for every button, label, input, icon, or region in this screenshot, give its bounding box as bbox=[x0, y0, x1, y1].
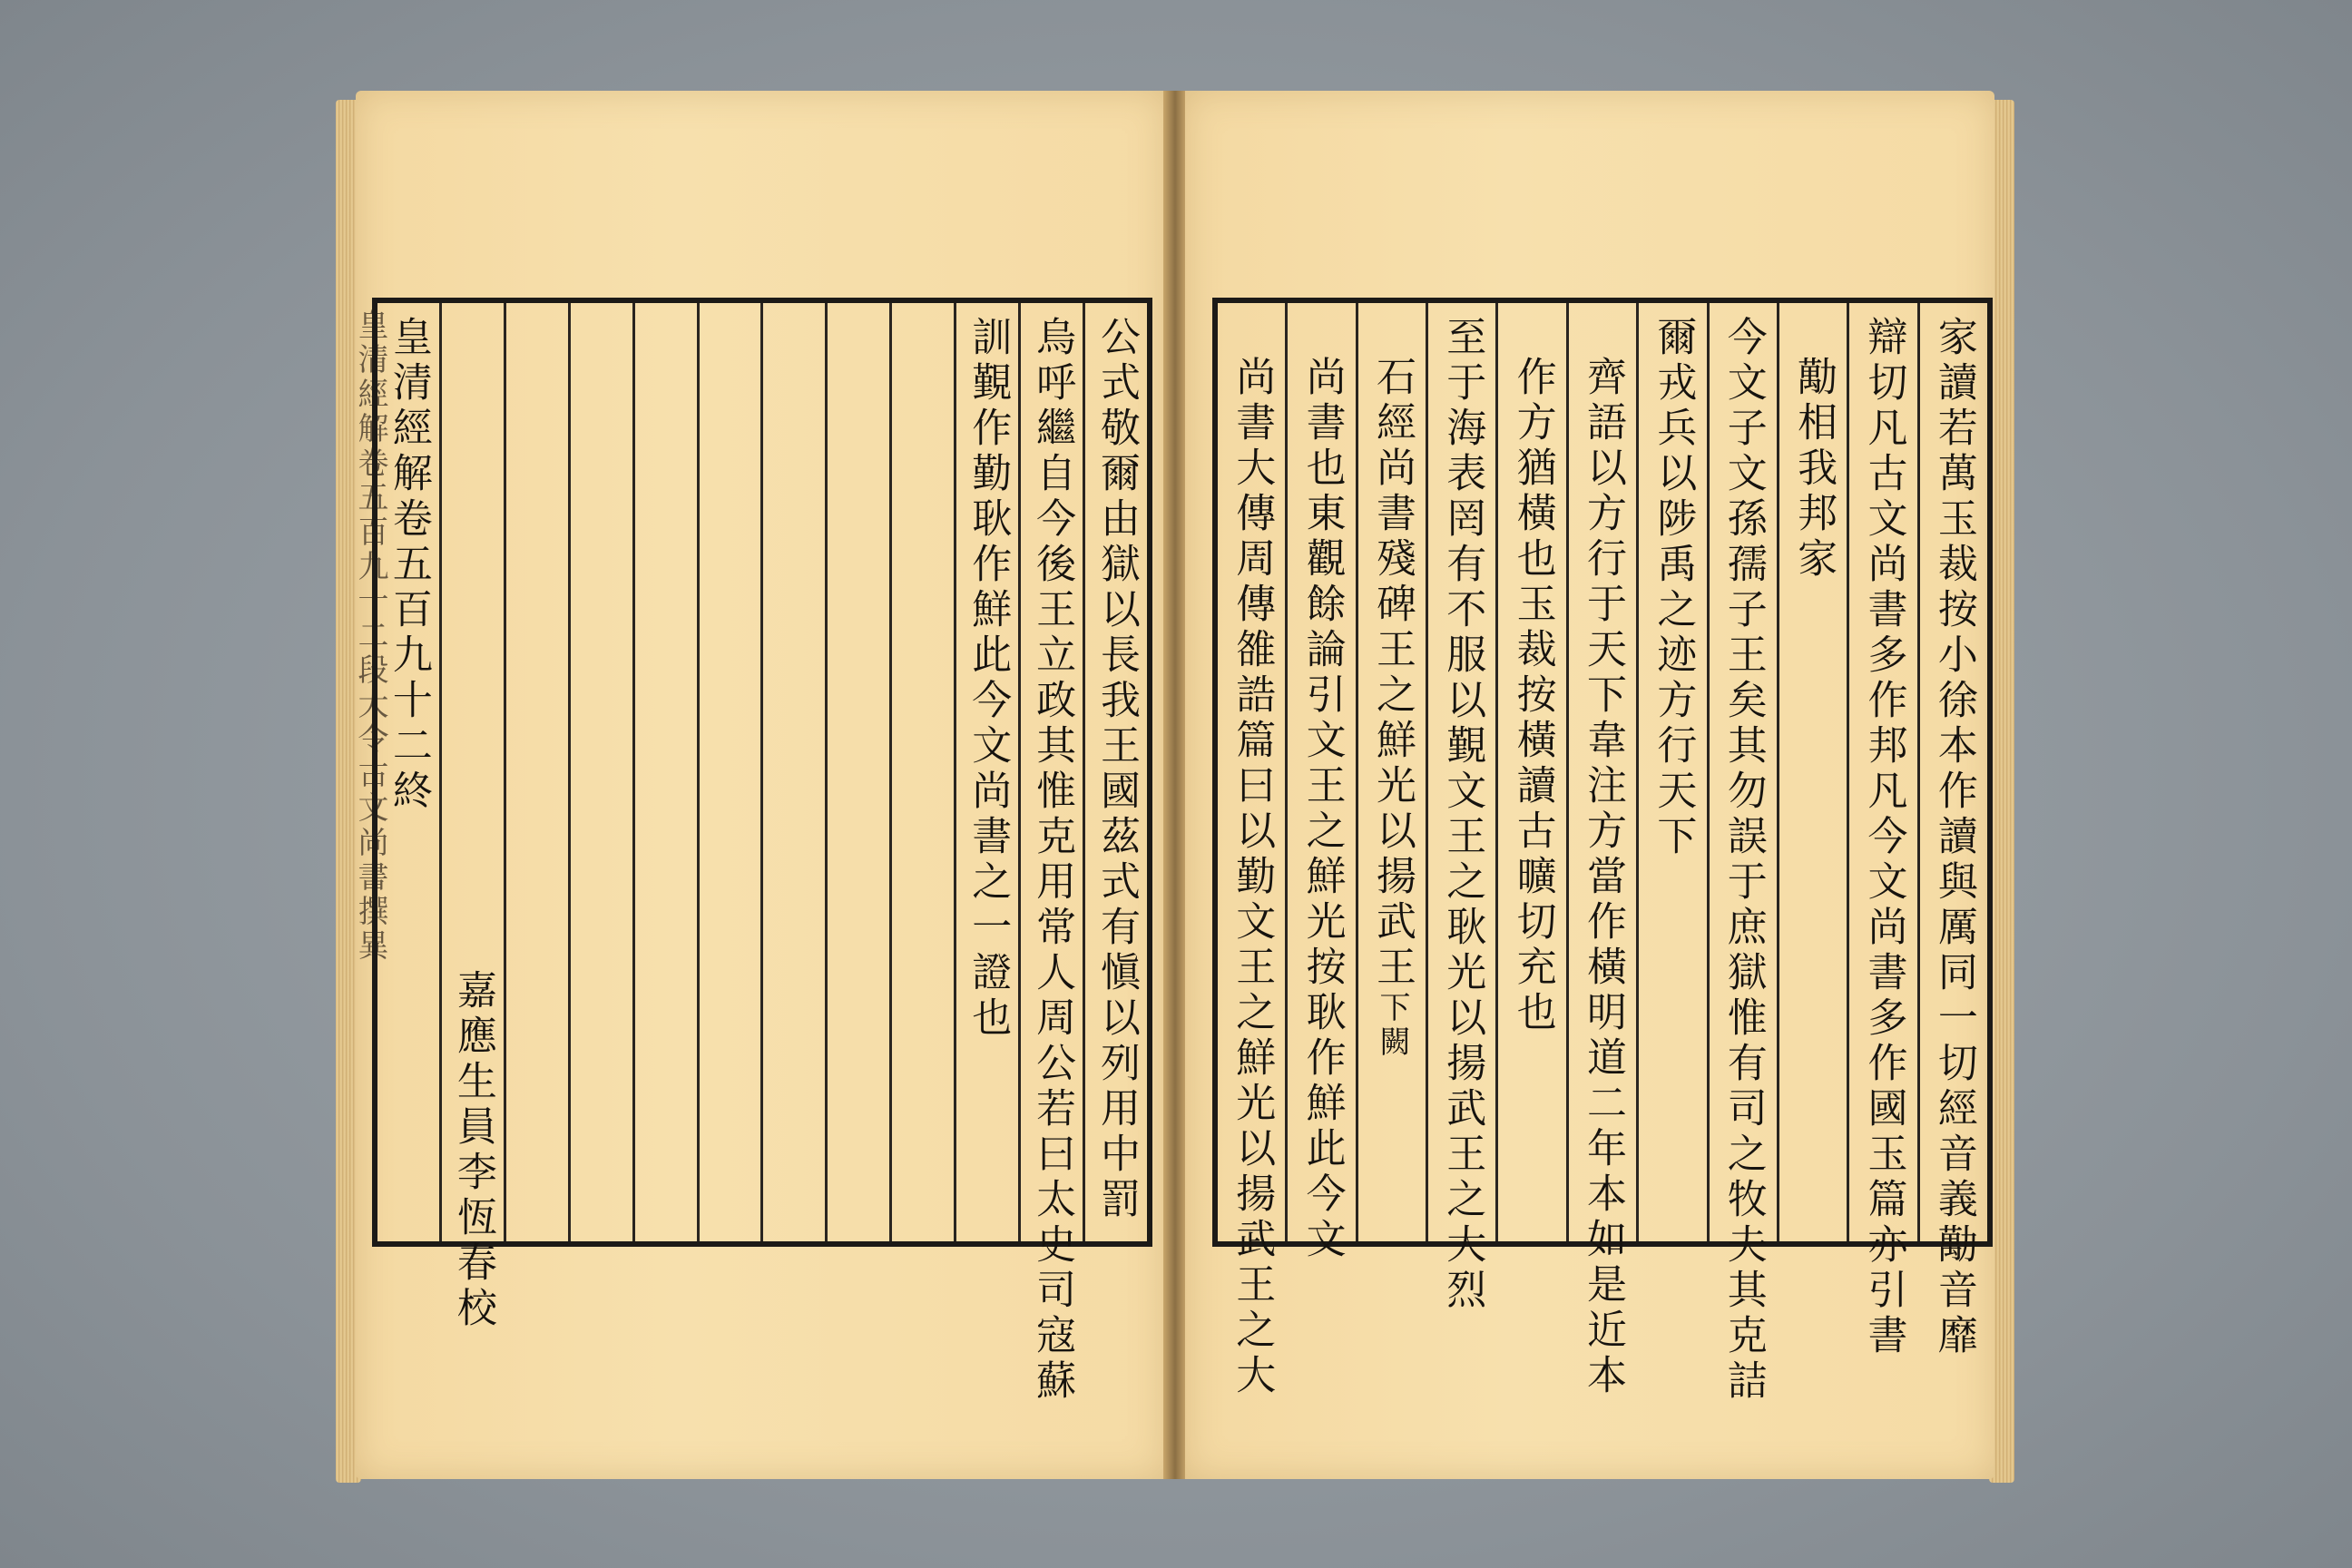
blank-column bbox=[697, 303, 761, 1241]
text-column-content: 尚書大傳周傳雒誥篇曰以勤文王之鮮光以揚武王之大 bbox=[1229, 356, 1276, 1399]
title-column bbox=[377, 303, 439, 1241]
text-column-content: 烏呼繼自今後王立政其惟克用常人周公若曰太史司寇蘇 bbox=[1029, 316, 1076, 1405]
text-column-content: 石經尚書殘碑王之鮮光以揚武王 bbox=[1368, 356, 1416, 991]
text-column bbox=[1356, 303, 1426, 1241]
text-column-content: 至于海表罔有不服以覲文王之耿光以揚武王之大烈 bbox=[1439, 316, 1486, 1314]
blank-column bbox=[504, 303, 568, 1241]
book-gutter bbox=[1163, 91, 1187, 1479]
text-column bbox=[1426, 303, 1495, 1314]
right-page-margin-title bbox=[1967, 298, 2004, 1247]
right-text-frame bbox=[1212, 298, 1993, 1405]
blank-column bbox=[568, 303, 632, 1241]
left-text-frame bbox=[372, 298, 1152, 1405]
text-column bbox=[1018, 303, 1083, 1405]
text-column-content: 家讀若萬玉裁按小徐本作讀與厲同一切經音義勱音靡 bbox=[1930, 316, 1977, 1359]
continuation-note: 按耿作鮮此今文 bbox=[1298, 946, 1346, 1263]
left-page bbox=[352, 91, 1165, 1479]
text-column-content: 今文子文孫孺子王矣其勿誤于庶獄惟有司之牧夫其克詰 bbox=[1720, 316, 1767, 1405]
text-column bbox=[1495, 303, 1565, 1241]
text-column-content: 尚書也東觀餘論引文王之鮮光 bbox=[1298, 356, 1346, 946]
text-column-content: 勱相我邦家 bbox=[1790, 356, 1838, 583]
text-column bbox=[1777, 303, 1847, 1241]
text-column bbox=[1083, 303, 1147, 1241]
text-column bbox=[1566, 303, 1636, 1399]
text-column bbox=[1636, 303, 1706, 1241]
open-book bbox=[336, 91, 2014, 1488]
blank-column bbox=[632, 303, 697, 1241]
text-column-content: 作方猶橫也玉裁按橫讀古曠切充也 bbox=[1509, 356, 1556, 1036]
text-column bbox=[1847, 303, 1916, 1359]
text-column-content: 爾戎兵以陟禹之迹方行天下 bbox=[1650, 316, 1697, 860]
text-column bbox=[1707, 303, 1777, 1405]
blank-column bbox=[825, 303, 889, 1241]
right-page bbox=[1185, 91, 1994, 1479]
blank-column bbox=[760, 303, 825, 1241]
text-column bbox=[1218, 303, 1285, 1399]
volume-end-title: 皇清經解卷五百九十二終 bbox=[385, 316, 432, 815]
proofreader-credit: 嘉應生員李恆春校 bbox=[449, 969, 496, 1332]
text-column-content: 公式敬爾由獄以長我王國茲式有愼以列用中罰 bbox=[1093, 316, 1141, 1223]
text-column-content: 辯切凡古文尚書多作邦凡今文尚書多作國玉篇亦引書 bbox=[1860, 316, 1907, 1359]
colophon-column bbox=[439, 303, 504, 1332]
lacuna-note: 下闕 bbox=[1373, 991, 1410, 1060]
text-column bbox=[1285, 303, 1355, 1263]
blank-column bbox=[889, 303, 954, 1241]
text-column-content: 訓覲作勤耿作鮮此今文尚書之一證也 bbox=[965, 316, 1012, 1042]
margin-title-text: 皇清經解卷五百九十二段大令古文尚書撰異 bbox=[352, 309, 388, 964]
text-column bbox=[954, 303, 1018, 1241]
text-column-content: 齊語以方行于天下韋注方當作橫明道二年本如是近本 bbox=[1580, 356, 1627, 1399]
